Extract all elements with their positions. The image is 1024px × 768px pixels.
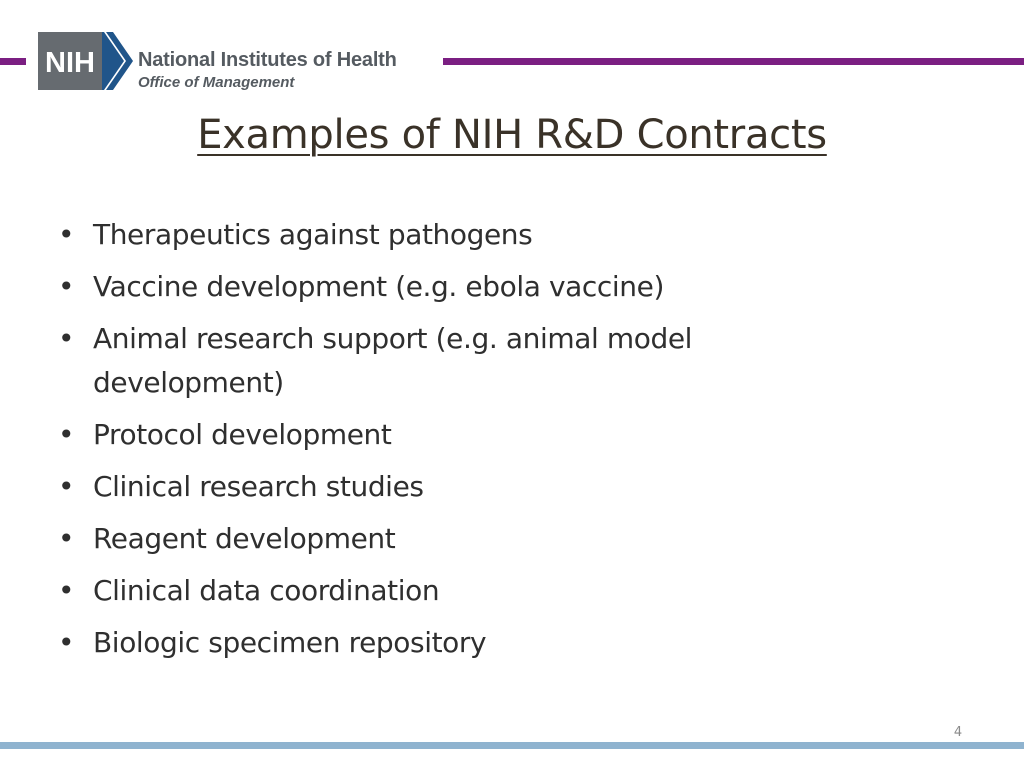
list-item — [58, 621, 778, 665]
nih-logo-mark-icon — [38, 32, 134, 90]
footer-bar — [0, 742, 1024, 749]
bullet-icon: • — [58, 470, 75, 503]
bullet-icon: • — [58, 218, 75, 251]
nih-logo — [38, 32, 438, 92]
bullet-icon: • — [58, 574, 75, 607]
bullet-text: Vaccine development (e.g. ebola vaccine) — [93, 270, 664, 303]
bullet-list — [58, 213, 778, 673]
logo-abbrev: NIH — [45, 47, 95, 79]
list-item — [58, 213, 778, 257]
bullet-text: Clinical research studies — [93, 470, 424, 503]
list-item — [58, 517, 778, 561]
slide-title: Examples of NIH R&D Contracts — [197, 112, 827, 158]
bullet-icon: • — [58, 322, 75, 355]
list-item — [58, 569, 778, 613]
bullet-text: Biologic specimen repository — [93, 626, 487, 659]
list-item — [58, 465, 778, 509]
office-name: Office of Management — [138, 74, 295, 91]
list-item — [58, 317, 778, 405]
org-name: National Institutes of Health — [138, 49, 397, 71]
header-accent-bar-right — [443, 58, 1024, 65]
bullet-icon: • — [58, 418, 75, 451]
bullet-text: Animal research support (e.g. animal model development) — [93, 322, 693, 399]
header-accent-bar-left — [0, 58, 26, 65]
bullet-icon: • — [58, 626, 75, 659]
bullet-text: Protocol development — [93, 418, 392, 451]
list-item — [58, 413, 778, 457]
bullet-icon: • — [58, 270, 75, 303]
bullet-text: Therapeutics against pathogens — [93, 218, 533, 251]
page-number: 4 — [953, 725, 963, 740]
bullet-text: Reagent development — [93, 522, 396, 555]
bullet-icon: • — [58, 522, 75, 555]
bullet-text: Clinical data coordination — [93, 574, 440, 607]
list-item — [58, 265, 778, 309]
